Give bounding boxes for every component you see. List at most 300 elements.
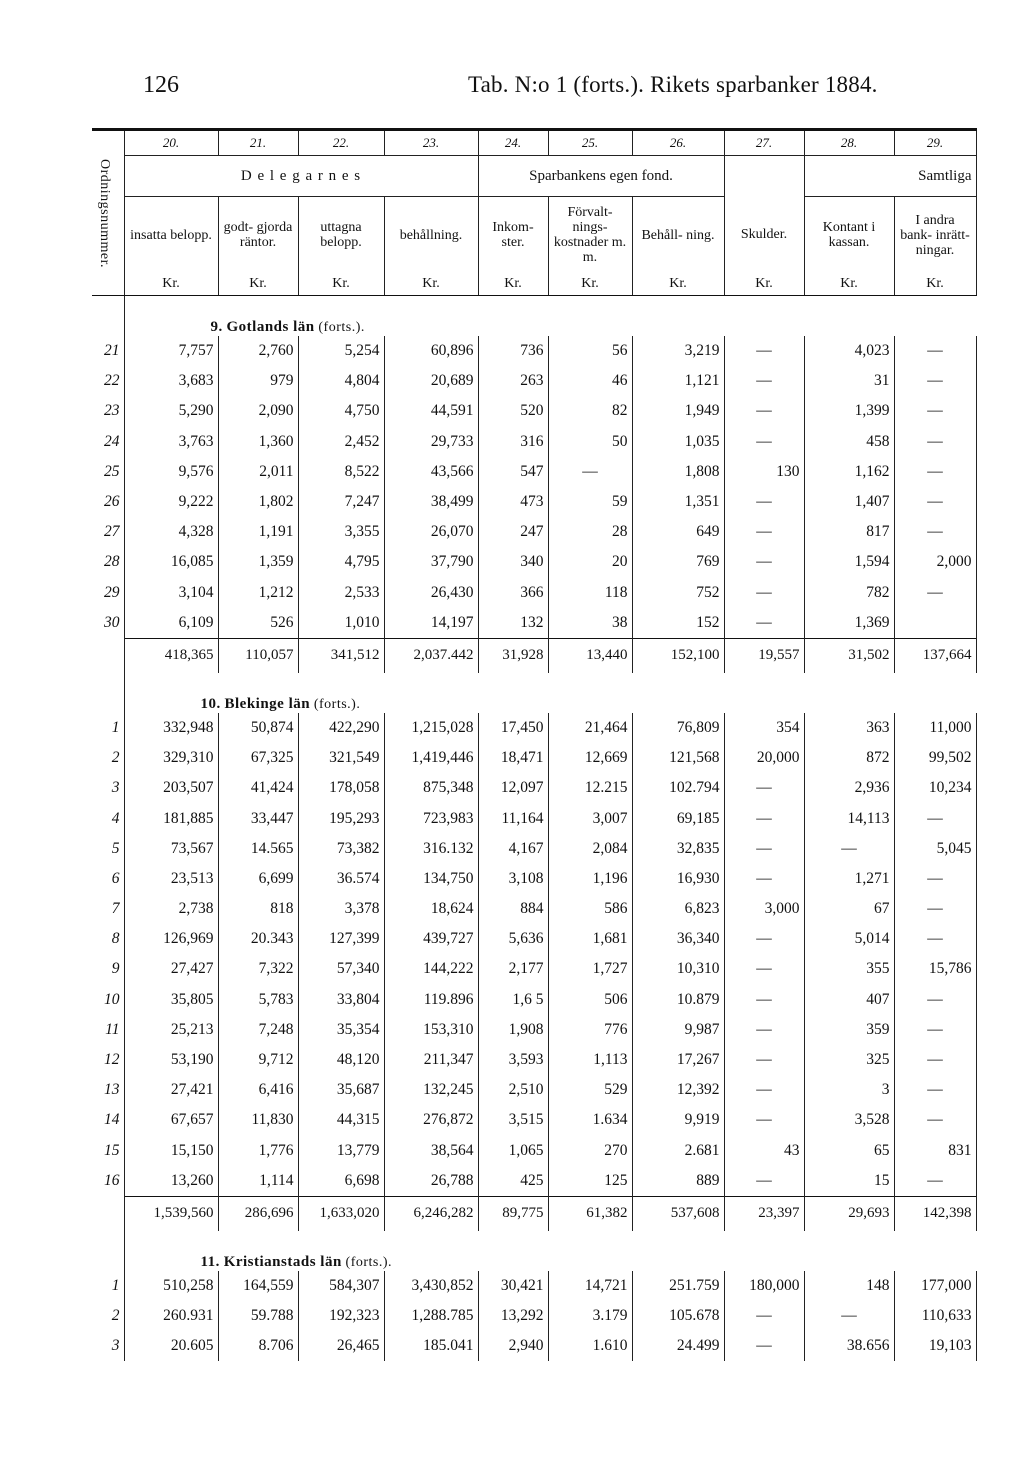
cell-skulder: —: [724, 487, 804, 517]
cell-andra-bank: —: [894, 396, 976, 426]
cell-kontant: —: [804, 1301, 894, 1331]
cell-godtgjorda: 8.706: [218, 1331, 298, 1361]
cell-inkomster: 473: [478, 487, 548, 517]
cell-fond-behallning: 2.681: [632, 1136, 724, 1166]
unit-label: Kr.: [548, 273, 632, 296]
ordinal-number: 28: [92, 547, 124, 577]
table-row: [92, 336, 976, 366]
total-insatta: 1,539,560: [124, 1196, 218, 1231]
cell-andra-bank: —: [894, 924, 976, 954]
cell-fond-behallning: 9,919: [632, 1105, 724, 1135]
cell-fond-behallning: 6,823: [632, 894, 724, 924]
section-heading: [124, 1231, 976, 1271]
cell-forvaltning: 1,196: [548, 864, 632, 894]
cell-andra-bank: 19,103: [894, 1331, 976, 1361]
table-row: [92, 803, 976, 833]
table-row: [92, 773, 976, 803]
cell-fond-behallning: 1,351: [632, 487, 724, 517]
section-name: Kristianstads län: [223, 1253, 342, 1270]
cell-kontant: 38.656: [804, 1331, 894, 1361]
total-forvaltning: 61,382: [548, 1196, 632, 1231]
cell-skulder: —: [724, 1301, 804, 1331]
cell-inkomster: 1,065: [478, 1136, 548, 1166]
total-insatta: 418,365: [124, 638, 218, 673]
cell-skulder: 43: [724, 1136, 804, 1166]
cell-fond-behallning: 649: [632, 517, 724, 547]
cell-andra-bank: [894, 608, 976, 639]
cell-godtgjorda: 1,212: [218, 578, 298, 608]
cell-uttagna: 4,795: [298, 547, 384, 577]
cell-kontant: 407: [804, 985, 894, 1015]
cell-behallning: 18,624: [384, 894, 478, 924]
cell-godtgjorda: 1,802: [218, 487, 298, 517]
cell-forvaltning: 3.179: [548, 1301, 632, 1331]
cell-fond-behallning: 105.678: [632, 1301, 724, 1331]
cell-behallning: 276,872: [384, 1105, 478, 1135]
ordinal-number: 14: [92, 1105, 124, 1135]
cell-andra-bank: 15,786: [894, 954, 976, 984]
col-number-23: 23.: [384, 130, 478, 156]
cell-kontant: 782: [804, 578, 894, 608]
cell-skulder: —: [724, 924, 804, 954]
cell-godtgjorda: 7,248: [218, 1015, 298, 1045]
cell-fond-behallning: 121,568: [632, 743, 724, 773]
cell-behallning: 37,790: [384, 547, 478, 577]
ordinal-number: 12: [92, 1045, 124, 1075]
section-name: Blekinge län: [224, 695, 311, 712]
cell-uttagna: 195,293: [298, 803, 384, 833]
cell-forvaltning: 1,727: [548, 954, 632, 984]
ordinal-number: 10: [92, 985, 124, 1015]
cell-godtgjorda: 5,783: [218, 985, 298, 1015]
cell-skulder: —: [724, 954, 804, 984]
cell-behallning: 316.132: [384, 834, 478, 864]
section-heading: [124, 673, 976, 713]
section-suffix: [314, 696, 361, 712]
cell-godtgjorda: 50,874: [218, 713, 298, 743]
col-number-24: 24.: [478, 130, 548, 156]
ordinal-number: 30: [92, 608, 124, 639]
cell-kontant: 3,528: [804, 1105, 894, 1135]
cell-skulder: —: [724, 517, 804, 547]
column-number-row: [92, 130, 976, 156]
cell-uttagna: 35,354: [298, 1015, 384, 1045]
table-row: [92, 1166, 976, 1197]
cell-kontant: 355: [804, 954, 894, 984]
cell-behallning: 20,689: [384, 366, 478, 396]
cell-kontant: 65: [804, 1136, 894, 1166]
cell-godtgjorda: 164,559: [218, 1271, 298, 1301]
cell-insatta: 3,683: [124, 366, 218, 396]
cell-fond-behallning: 3,219: [632, 336, 724, 366]
cell-behallning: 132,245: [384, 1075, 478, 1105]
cell-kontant: 14,113: [804, 803, 894, 833]
cell-behallning: 875,348: [384, 773, 478, 803]
cell-fond-behallning: 10,310: [632, 954, 724, 984]
cell-godtgjorda: 979: [218, 366, 298, 396]
cell-forvaltning: 21,464: [548, 713, 632, 743]
table-row: [92, 743, 976, 773]
cell-andra-bank: —: [894, 457, 976, 487]
section-suffix: [346, 1254, 393, 1270]
total-uttagna: 341,512: [298, 638, 384, 673]
cell-uttagna: 4,804: [298, 366, 384, 396]
header-uttagna: uttagna belopp.: [298, 197, 384, 274]
unit-label: Kr.: [724, 273, 804, 296]
cell-behallning: 211,347: [384, 1045, 478, 1075]
cell-godtgjorda: 2,011: [218, 457, 298, 487]
cell-uttagna: 3,378: [298, 894, 384, 924]
table-row: [92, 834, 976, 864]
cell-forvaltning: 56: [548, 336, 632, 366]
cell-inkomster: 247: [478, 517, 548, 547]
total-behallning: 6,246,282: [384, 1196, 478, 1231]
cell-inkomster: 12,097: [478, 773, 548, 803]
cell-forvaltning: 270: [548, 1136, 632, 1166]
cell-insatta: 2,738: [124, 894, 218, 924]
cell-skulder: —: [724, 1331, 804, 1361]
cell-skulder: —: [724, 834, 804, 864]
ordinal-number: 3: [92, 1331, 124, 1361]
cell-insatta: 35,805: [124, 985, 218, 1015]
table-row: [92, 954, 976, 984]
cell-insatta: 25,213: [124, 1015, 218, 1045]
ordinal-number: 26: [92, 487, 124, 517]
ordinal-number: 24: [92, 427, 124, 457]
cell-insatta: 16,085: [124, 547, 218, 577]
section-suffix-text: (forts.).: [313, 696, 361, 712]
cell-behallning: 26,430: [384, 578, 478, 608]
cell-godtgjorda: 59.788: [218, 1301, 298, 1331]
cell-andra-bank: 177,000: [894, 1271, 976, 1301]
cell-kontant: 4,023: [804, 336, 894, 366]
table-row: [92, 1331, 976, 1361]
ordinal-number: 1: [92, 1271, 124, 1301]
cell-andra-bank: —: [894, 336, 976, 366]
cell-fond-behallning: 32,835: [632, 834, 724, 864]
cell-insatta: 260.931: [124, 1301, 218, 1331]
cell-fond-behallning: 1,121: [632, 366, 724, 396]
cell-andra-bank: —: [894, 1075, 976, 1105]
cell-kontant: 1,369: [804, 608, 894, 639]
cell-fond-behallning: 1,035: [632, 427, 724, 457]
cell-fond-behallning: 1,808: [632, 457, 724, 487]
cell-forvaltning: 50: [548, 427, 632, 457]
cell-forvaltning: 59: [548, 487, 632, 517]
ordinal-number: 3: [92, 773, 124, 803]
ordinal-number: 5: [92, 834, 124, 864]
cell-kontant: 1,407: [804, 487, 894, 517]
cell-insatta: 20.605: [124, 1331, 218, 1361]
ordinal-number: 9: [92, 954, 124, 984]
cell-uttagna: 4,750: [298, 396, 384, 426]
ordinal-number: 11: [92, 1015, 124, 1045]
total-andra-bank: 137,664: [894, 638, 976, 673]
cell-inkomster: 5,636: [478, 924, 548, 954]
section-number: 9.: [210, 319, 223, 335]
cell-andra-bank: —: [894, 427, 976, 457]
ordinal-cell: [92, 1196, 124, 1231]
total-inkomster: 31,928: [478, 638, 548, 673]
total-kontant: 29,693: [804, 1196, 894, 1231]
cell-inkomster: 1,6 5: [478, 985, 548, 1015]
header-behallning: behållning.: [384, 197, 478, 274]
cell-forvaltning: 1,113: [548, 1045, 632, 1075]
cell-skulder: 3,000: [724, 894, 804, 924]
cell-insatta: 203,507: [124, 773, 218, 803]
cell-skulder: —: [724, 427, 804, 457]
cell-inkomster: 2,510: [478, 1075, 548, 1105]
cell-andra-bank: —: [894, 803, 976, 833]
cell-kontant: 1,271: [804, 864, 894, 894]
ordinal-number: 2: [92, 743, 124, 773]
total-skulder: 23,397: [724, 1196, 804, 1231]
cell-insatta: 7,757: [124, 336, 218, 366]
header-fond-behallning: Behåll- ning.: [632, 197, 724, 274]
cell-kontant: 325: [804, 1045, 894, 1075]
cell-inkomster: 263: [478, 366, 548, 396]
table-row: [92, 1136, 976, 1166]
cell-uttagna: 2,452: [298, 427, 384, 457]
table-row: [92, 487, 976, 517]
ordinal-cell: [92, 296, 124, 337]
table-row: [92, 894, 976, 924]
cell-uttagna: 73,382: [298, 834, 384, 864]
cell-uttagna: 7,247: [298, 487, 384, 517]
header-forvaltning: Förvalt- nings- kostnader m. m.: [548, 197, 632, 274]
cell-andra-bank: —: [894, 1105, 976, 1135]
cell-skulder: —: [724, 578, 804, 608]
cell-fond-behallning: 69,185: [632, 803, 724, 833]
cell-skulder: 354: [724, 713, 804, 743]
unit-label: Kr.: [124, 273, 218, 296]
cell-forvaltning: 12.215: [548, 773, 632, 803]
col-number-22: 22.: [298, 130, 384, 156]
header-insatta: insatta belopp.: [124, 197, 218, 274]
cell-skulder: —: [724, 1166, 804, 1197]
cell-insatta: 53,190: [124, 1045, 218, 1075]
table-row: [92, 547, 976, 577]
cell-behallning: 26,788: [384, 1166, 478, 1197]
cell-behallning: 38,564: [384, 1136, 478, 1166]
cell-forvaltning: 776: [548, 1015, 632, 1045]
cell-insatta: 510,258: [124, 1271, 218, 1301]
cell-behallning: 14,197: [384, 608, 478, 639]
cell-skulder: 20,000: [724, 743, 804, 773]
total-andra-bank: 142,398: [894, 1196, 976, 1231]
total-fond-behallning: 152,100: [632, 638, 724, 673]
cell-godtgjorda: 67,325: [218, 743, 298, 773]
cell-insatta: 329,310: [124, 743, 218, 773]
cell-insatta: 6,109: [124, 608, 218, 639]
cell-andra-bank: 11,000: [894, 713, 976, 743]
cell-kontant: 31: [804, 366, 894, 396]
table-row: [92, 1105, 976, 1135]
cell-uttagna: 33,804: [298, 985, 384, 1015]
cell-andra-bank: —: [894, 366, 976, 396]
total-uttagna: 1,633,020: [298, 1196, 384, 1231]
cell-insatta: 181,885: [124, 803, 218, 833]
page-number: 126: [143, 72, 179, 98]
cell-godtgjorda: 9,712: [218, 1045, 298, 1075]
ordinal-number: 8: [92, 924, 124, 954]
cell-andra-bank: —: [894, 487, 976, 517]
group-fond: Sparbankens egen fond.: [478, 156, 724, 197]
ordinal-number: 21: [92, 336, 124, 366]
cell-uttagna: 48,120: [298, 1045, 384, 1075]
cell-uttagna: 13,779: [298, 1136, 384, 1166]
cell-godtgjorda: 20.343: [218, 924, 298, 954]
cell-forvaltning: 28: [548, 517, 632, 547]
cell-fond-behallning: 24.499: [632, 1331, 724, 1361]
cell-behallning: 3,430,852: [384, 1271, 478, 1301]
cell-godtgjorda: 1,114: [218, 1166, 298, 1197]
cell-skulder: —: [724, 366, 804, 396]
cell-uttagna: 44,315: [298, 1105, 384, 1135]
cell-skulder: —: [724, 864, 804, 894]
savings-bank-table: [92, 128, 977, 1361]
cell-kontant: 1,399: [804, 396, 894, 426]
table-row: [92, 1015, 976, 1045]
cell-uttagna: 127,399: [298, 924, 384, 954]
cell-inkomster: 13,292: [478, 1301, 548, 1331]
cell-insatta: 5,290: [124, 396, 218, 426]
cell-godtgjorda: 1,191: [218, 517, 298, 547]
unit-label: Kr.: [218, 273, 298, 296]
cell-inkomster: 736: [478, 336, 548, 366]
cell-behallning: 1,419,446: [384, 743, 478, 773]
col-number-25: 25.: [548, 130, 632, 156]
ordinal-label: Ordningsnummer.: [97, 158, 112, 268]
ordinal-number: 2: [92, 1301, 124, 1331]
cell-behallning: 1,288.785: [384, 1301, 478, 1331]
total-inkomster: 89,775: [478, 1196, 548, 1231]
section-heading-row: [92, 296, 976, 337]
total-skulder: 19,557: [724, 638, 804, 673]
cell-insatta: 9,576: [124, 457, 218, 487]
cell-inkomster: 316: [478, 427, 548, 457]
cell-behallning: 119.896: [384, 985, 478, 1015]
cell-godtgjorda: 526: [218, 608, 298, 639]
cell-skulder: —: [724, 1105, 804, 1135]
cell-fond-behallning: 102.794: [632, 773, 724, 803]
cell-skulder: —: [724, 396, 804, 426]
cell-uttagna: 36.574: [298, 864, 384, 894]
cell-fond-behallning: 16,930: [632, 864, 724, 894]
table-row: [92, 713, 976, 743]
cell-insatta: 332,948: [124, 713, 218, 743]
cell-andra-bank: 2,000: [894, 547, 976, 577]
cell-andra-bank: —: [894, 1045, 976, 1075]
cell-godtgjorda: 2,090: [218, 396, 298, 426]
section-name: Gotlands län: [226, 319, 315, 335]
cell-uttagna: 422,290: [298, 713, 384, 743]
unit-label: Kr.: [894, 273, 976, 296]
ordinal-number: 13: [92, 1075, 124, 1105]
cell-godtgjorda: 6,416: [218, 1075, 298, 1105]
ordinal-number: 6: [92, 864, 124, 894]
cell-uttagna: 6,698: [298, 1166, 384, 1197]
cell-forvaltning: 46: [548, 366, 632, 396]
cell-godtgjorda: 2,760: [218, 336, 298, 366]
cell-inkomster: 4,167: [478, 834, 548, 864]
cell-forvaltning: 14,721: [548, 1271, 632, 1301]
unit-label: Kr.: [632, 273, 724, 296]
cell-uttagna: 3,355: [298, 517, 384, 547]
cell-fond-behallning: 251.759: [632, 1271, 724, 1301]
cell-andra-bank: 831: [894, 1136, 976, 1166]
cell-inkomster: 17,450: [478, 713, 548, 743]
unit-label: Kr.: [804, 273, 894, 296]
ordinal-number: 22: [92, 366, 124, 396]
ordinal-cell: [92, 673, 124, 713]
cell-forvaltning: 1,681: [548, 924, 632, 954]
cell-skulder: —: [724, 803, 804, 833]
cell-fond-behallning: 9,987: [632, 1015, 724, 1045]
cell-uttagna: 5,254: [298, 336, 384, 366]
section-number: 10.: [200, 695, 221, 712]
cell-behallning: 43,566: [384, 457, 478, 487]
cell-andra-bank: —: [894, 517, 976, 547]
cell-forvaltning: 586: [548, 894, 632, 924]
section-heading: [124, 296, 976, 337]
ordinal-number: 1: [92, 713, 124, 743]
cell-behallning: 1,215,028: [384, 713, 478, 743]
cell-behallning: 26,070: [384, 517, 478, 547]
cell-kontant: 363: [804, 713, 894, 743]
group-delegarnes: D e l e g a r n e s: [124, 156, 478, 197]
cell-inkomster: 2,940: [478, 1331, 548, 1361]
cell-skulder: 130: [724, 457, 804, 487]
cell-kontant: 148: [804, 1271, 894, 1301]
column-header-row: [92, 197, 976, 274]
group-empty: [724, 156, 804, 197]
table-row: [92, 396, 976, 426]
cell-godtgjorda: 33,447: [218, 803, 298, 833]
cell-inkomster: 18,471: [478, 743, 548, 773]
cell-godtgjorda: 1,776: [218, 1136, 298, 1166]
table-row: [92, 985, 976, 1015]
cell-kontant: 15: [804, 1166, 894, 1197]
col-number-20: 20.: [124, 130, 218, 156]
cell-fond-behallning: 12,392: [632, 1075, 724, 1105]
cell-forvaltning: 82: [548, 396, 632, 426]
cell-skulder: —: [724, 1045, 804, 1075]
cell-behallning: 60,896: [384, 336, 478, 366]
section-suffix-text: (forts.).: [345, 1254, 393, 1270]
cell-behallning: 439,727: [384, 924, 478, 954]
section-number: 11.: [200, 1253, 220, 1270]
cell-andra-bank: 110,633: [894, 1301, 976, 1331]
cell-inkomster: 3,515: [478, 1105, 548, 1135]
cell-forvaltning: 2,084: [548, 834, 632, 864]
cell-inkomster: 132: [478, 608, 548, 639]
cell-godtgjorda: 11,830: [218, 1105, 298, 1135]
cell-forvaltning: 3,007: [548, 803, 632, 833]
cell-inkomster: 340: [478, 547, 548, 577]
cell-inkomster: 425: [478, 1166, 548, 1197]
cell-insatta: 73,567: [124, 834, 218, 864]
cell-kontant: 5,014: [804, 924, 894, 954]
total-fond-behallning: 537,608: [632, 1196, 724, 1231]
ordinal-number: 16: [92, 1166, 124, 1197]
cell-insatta: 27,427: [124, 954, 218, 984]
cell-godtgjorda: 14.565: [218, 834, 298, 864]
cell-godtgjorda: 1,359: [218, 547, 298, 577]
cell-inkomster: 30,421: [478, 1271, 548, 1301]
cell-inkomster: 520: [478, 396, 548, 426]
cell-skulder: —: [724, 1075, 804, 1105]
